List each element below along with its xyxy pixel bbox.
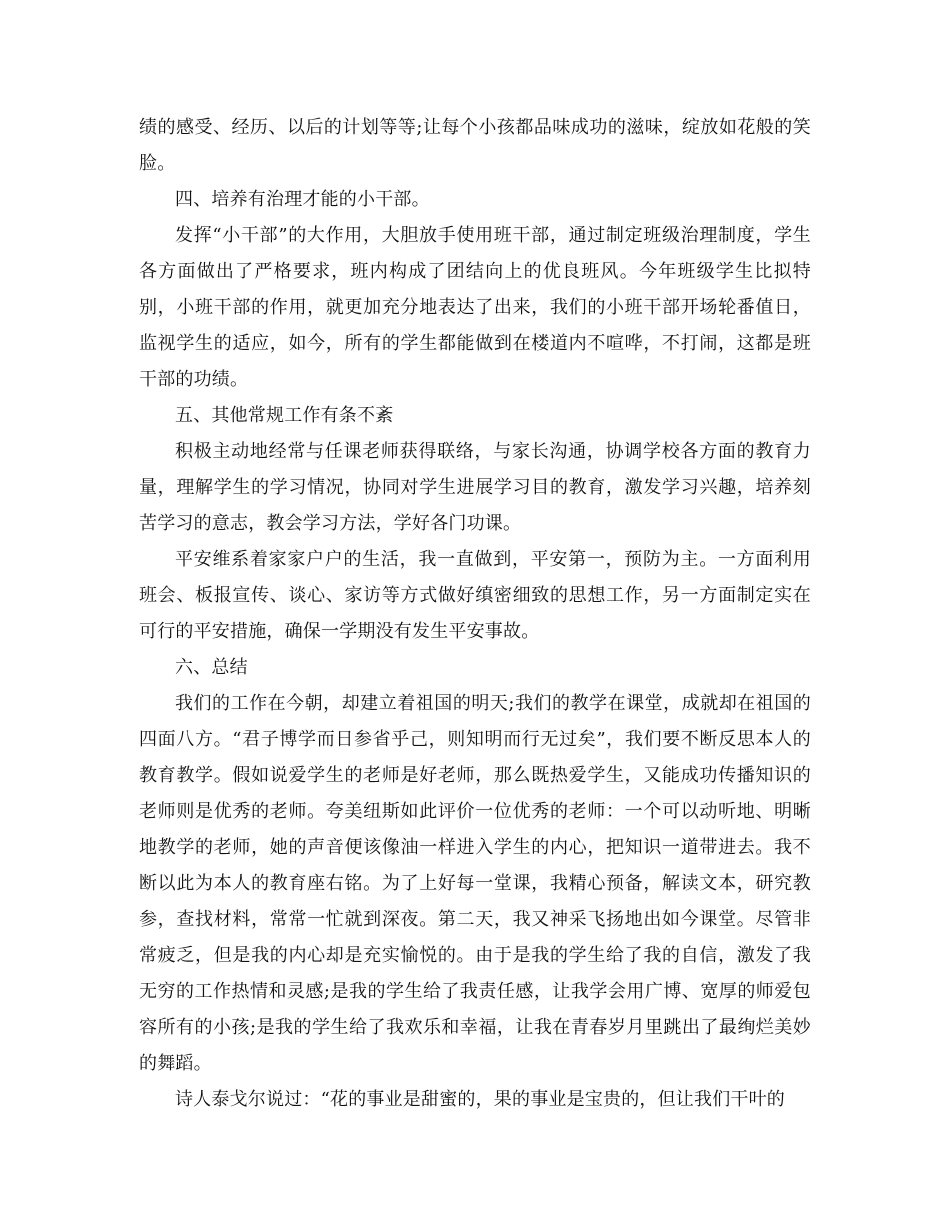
paragraph-safety: 平安维系着家家户户的生活，我一直做到，平安第一，预防为主。一方面利用班会、板报宣传、谈心、家访等方式做好缜密细致的思想工作，另一方面制定实在可行的平安措施，确保一学期没有发生平安事故。 [139,549,811,642]
paragraph-continuation: 绩的感受、经历、以后的计划等等;让每个小孩都品味成功的滋味，绽放如花般的笑脸。 [139,117,811,174]
section-heading-6: 六、总结 [175,657,248,678]
paragraph-summary: 我们的工作在今朝，却建立着祖国的明天;我们的教学在课堂，成就却在祖国的四面八方。“君子博学而日参省乎己，则知明而行无过矣”，我们要不断反思本人的教育教学。假如说爱学生的老师是好老师，那么既热爱学生，又能成功传播知识的老师则是优秀的老师。夸美纽斯如此评价一位优秀的老师：一个可以动听地、明晰地教学的老师，她的声音便该像油一样进入学生的内心，把知识一道带进去。我不断以此为本人的教育座右铭。为了上好每一堂课，我精心预备，解读文本，研究教参，查找材料，常常一忙就到深夜。第二天，我又神采飞扬地出如今课堂。尽管非常疲乏，但是我的内心却是充实愉悦的。由于是我的学生给了我的自信，激发了我无穷的工作热情和灵感;是我的学生给了我责任感，让我学会用广博、宽厚的师爱包容所有的小孩;是我的学生给了我欢乐和幸福，让我在青春岁月里跳出了最绚烂美妙的舞蹈。 [139,693,811,1074]
paragraph-cadres: 发挥“小干部”的大作用，大胆放手使用班干部，通过制定班级治理制度，学生各方面做出了严格要求，班内构成了团结向上的优良班风。今年班级学生比拟特别，小班干部的作用，就更加充分地表达了出来，我们的小班干部开场轮番值日，监视学生的适应，如今，所有的学生都能做到在楼道内不喧哗，不打闹，这都是班干部的功绩。 [139,225,811,390]
section-heading-5: 五、其他常规工作有条不紊 [175,405,394,426]
section-heading-4: 四、培养有治理才能的小干部。 [175,189,430,210]
paragraph-tagore-quote: 诗人泰戈尔说过：“花的事业是甜蜜的，果的事业是宝贵的，但让我们干叶的 [175,1089,785,1110]
document-body [139,110,811,1118]
paragraph-liaison: 积极主动地经常与任课老师获得联络，与家长沟通，协调学校各方面的教育力量，理解学生的学习情况，协同对学生进展学习目的教育，激发学习兴趣，培养刻苦学习的意志，教会学习方法，学好各门功课。 [139,441,811,534]
